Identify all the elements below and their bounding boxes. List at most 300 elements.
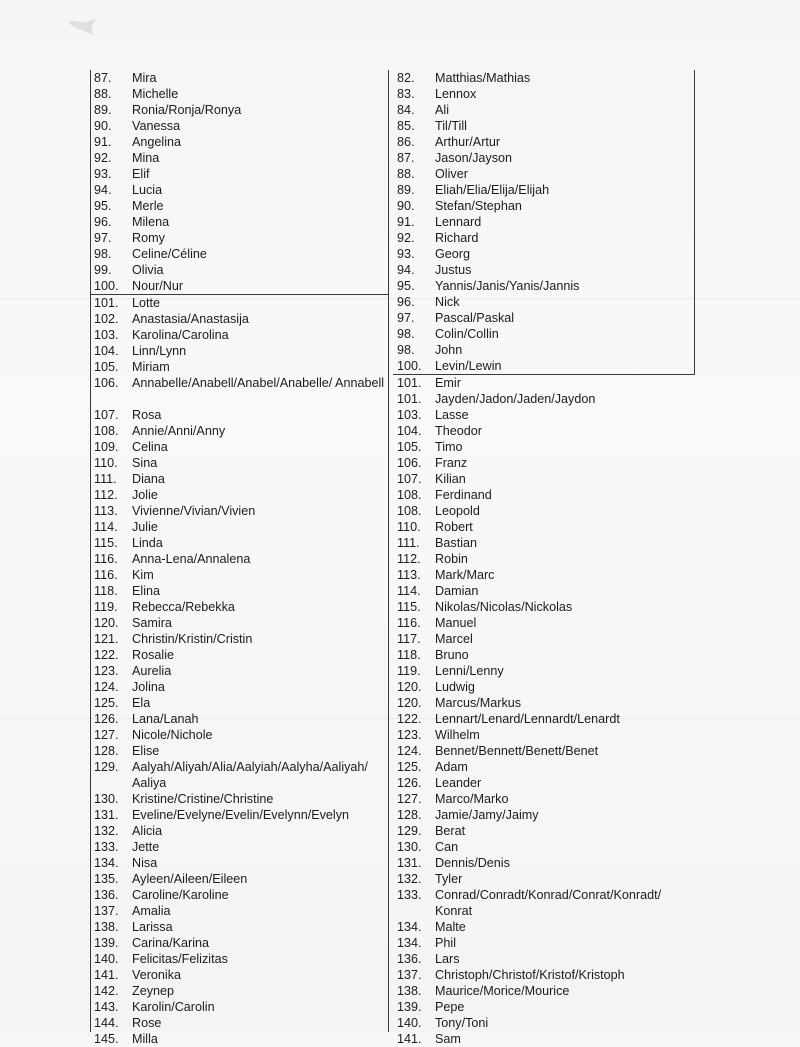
name-text: Manuel bbox=[435, 616, 477, 630]
rank-number: 120. bbox=[397, 696, 422, 710]
list-item bbox=[393, 150, 695, 166]
rank-number: 116. bbox=[94, 568, 118, 582]
name-text: Nick bbox=[435, 295, 460, 309]
list-item bbox=[90, 1015, 388, 1031]
name-text: Sina bbox=[132, 456, 158, 470]
name-text: Lennart/Lenard/Lennardt/Lenardt bbox=[435, 712, 620, 726]
name-text: Linn/Lynn bbox=[132, 344, 187, 358]
name-text: Angelina bbox=[132, 135, 182, 149]
name-text: Mira bbox=[132, 71, 157, 85]
rank-number: 131. bbox=[397, 856, 422, 870]
list-item bbox=[90, 343, 388, 359]
name-text: Yannis/Janis/Yanis/Jannis bbox=[435, 279, 580, 293]
name-text: Olivia bbox=[132, 263, 164, 277]
name-text: Linda bbox=[132, 536, 163, 550]
rank-number: 140. bbox=[397, 1016, 422, 1030]
name-text: Robin bbox=[435, 552, 468, 566]
rank-number: 83. bbox=[397, 87, 415, 101]
rank-number: 102. bbox=[94, 312, 119, 326]
rank-number: 133. bbox=[397, 888, 422, 902]
rank-number: 121. bbox=[94, 632, 119, 646]
name-text: Rose bbox=[132, 1016, 162, 1030]
list-item bbox=[393, 182, 695, 198]
name-text: Ronia/Ronja/Ronya bbox=[132, 103, 242, 117]
name-text: Ferdinand bbox=[435, 488, 492, 502]
name-text: Anastasia/Anastasija bbox=[132, 312, 249, 326]
list-item bbox=[393, 855, 695, 871]
list-item bbox=[393, 246, 695, 262]
name-text: Elina bbox=[132, 584, 161, 598]
rank-number: 88. bbox=[397, 167, 415, 181]
name-text: Annie/Anni/Anny bbox=[132, 424, 226, 438]
name-text: Lenni/Lenny bbox=[435, 664, 504, 678]
name-text: Marcus/Markus bbox=[435, 696, 522, 710]
list-item bbox=[90, 439, 388, 455]
list-item bbox=[90, 455, 388, 471]
list-item bbox=[393, 679, 695, 695]
name-text: Ali bbox=[435, 103, 449, 117]
list-item bbox=[393, 519, 695, 535]
name-text: Rebecca/Rebekka bbox=[132, 600, 235, 614]
rank-number: 140. bbox=[94, 952, 119, 966]
list-item bbox=[393, 407, 695, 423]
name-text: Lasse bbox=[435, 408, 469, 422]
list-item bbox=[393, 631, 695, 647]
name-text: Can bbox=[435, 840, 459, 854]
rank-number: 90. bbox=[397, 199, 415, 213]
list-item bbox=[90, 743, 388, 759]
name-text: Anna-Lena/Annalena bbox=[132, 552, 251, 566]
list-item bbox=[393, 423, 695, 439]
name-text: Lennard bbox=[435, 215, 482, 229]
name-text: Bastian bbox=[435, 536, 478, 550]
rank-number: 142. bbox=[94, 984, 119, 998]
list-item bbox=[90, 150, 388, 166]
name-text: Lucia bbox=[132, 183, 163, 197]
name-text: Malte bbox=[435, 920, 466, 934]
name-text: Celina bbox=[132, 440, 168, 454]
name-text: Rosalie bbox=[132, 648, 174, 662]
rank-number: 107. bbox=[397, 472, 422, 486]
rank-number: 137. bbox=[94, 904, 119, 918]
name-text: Nisa bbox=[132, 856, 158, 870]
rank-number: 122. bbox=[94, 648, 119, 662]
name-text: Eliah/Elia/Elija/Elijah bbox=[435, 183, 550, 197]
rank-number: 101. bbox=[94, 296, 119, 310]
list-item bbox=[393, 887, 695, 919]
list-item bbox=[393, 775, 695, 791]
rank-number: 82. bbox=[397, 71, 415, 85]
rank-number: 92. bbox=[397, 231, 415, 245]
name-text: Romy bbox=[132, 231, 165, 245]
rank-number: 112. bbox=[397, 552, 421, 566]
list-item bbox=[393, 535, 695, 551]
rank-number: 128. bbox=[94, 744, 119, 758]
list-item bbox=[90, 679, 388, 695]
list-item bbox=[393, 294, 695, 310]
rank-number: 103. bbox=[94, 328, 119, 342]
name-text: Colin/Collin bbox=[435, 327, 499, 341]
list-item bbox=[393, 695, 695, 711]
rank-number: 106. bbox=[397, 456, 422, 470]
rank-number: 122. bbox=[397, 712, 422, 726]
name-text: Milla bbox=[132, 1032, 158, 1046]
rank-number: 144. bbox=[94, 1016, 119, 1030]
center-rule bbox=[388, 70, 389, 1032]
list-item bbox=[90, 903, 388, 919]
name-text: Pepe bbox=[435, 1000, 465, 1014]
rank-number: 143. bbox=[94, 1000, 119, 1014]
list-item bbox=[393, 615, 695, 631]
rank-number: 101. bbox=[397, 376, 422, 390]
rank-number: 136. bbox=[397, 952, 422, 966]
list-item bbox=[90, 503, 388, 519]
name-text: Felicitas/Felizitas bbox=[132, 952, 228, 966]
rank-number: 137. bbox=[397, 968, 422, 982]
name-text: Caroline/Karoline bbox=[132, 888, 229, 902]
rank-number: 128. bbox=[397, 808, 422, 822]
name-text: Lana/Lanah bbox=[132, 712, 199, 726]
name-text: Theodor bbox=[435, 424, 482, 438]
name-text: Rosa bbox=[132, 408, 162, 422]
list-item bbox=[393, 487, 695, 503]
name-text: Bennet/Bennett/Benett/Benet bbox=[435, 744, 599, 758]
name-text: Annabelle/Anabell/Anabel/Anabelle/ Annabell bbox=[132, 376, 385, 390]
name-text: Adam bbox=[435, 760, 468, 774]
list-item bbox=[393, 711, 695, 727]
rank-number: 111. bbox=[94, 472, 117, 486]
list-item bbox=[393, 551, 695, 567]
list-item bbox=[393, 262, 695, 278]
rank-number: 115. bbox=[94, 536, 118, 550]
list-item bbox=[393, 935, 695, 951]
name-text: Til/Till bbox=[435, 119, 467, 133]
name-text: Nour/Nur bbox=[132, 279, 184, 293]
rank-number: 114. bbox=[94, 520, 118, 534]
list-item bbox=[90, 262, 388, 278]
list-item bbox=[393, 326, 695, 342]
list-item bbox=[90, 663, 388, 679]
list-item bbox=[90, 839, 388, 855]
list-item bbox=[393, 967, 695, 983]
list-item bbox=[90, 935, 388, 951]
rank-number: 86. bbox=[397, 135, 415, 149]
list-item bbox=[393, 663, 695, 679]
list-item bbox=[90, 967, 388, 983]
rank-number: 138. bbox=[94, 920, 119, 934]
list-item bbox=[90, 855, 388, 871]
rank-number: 113. bbox=[397, 568, 421, 582]
name-text: Franz bbox=[435, 456, 468, 470]
name-text: Phil bbox=[435, 936, 456, 950]
name-text: Leander bbox=[435, 776, 482, 790]
list-item bbox=[90, 182, 388, 198]
name-text: Lennox bbox=[435, 87, 477, 101]
rank-number: 87. bbox=[94, 71, 112, 85]
rank-number: 120. bbox=[94, 616, 119, 630]
list-item bbox=[393, 823, 695, 839]
name-text: Michelle bbox=[132, 87, 179, 101]
name-text: Maurice/Morice/Mourice bbox=[435, 984, 570, 998]
rank-number: 99. bbox=[94, 263, 112, 277]
name-text: Oliver bbox=[435, 167, 468, 181]
list-item bbox=[393, 118, 695, 134]
rank-number: 132. bbox=[397, 872, 422, 886]
list-item bbox=[393, 70, 695, 86]
rank-number: 119. bbox=[94, 600, 118, 614]
list-item bbox=[393, 358, 695, 375]
rank-number: 101. bbox=[397, 392, 422, 406]
list-item bbox=[393, 198, 695, 214]
name-text: Tyler bbox=[435, 872, 463, 886]
list-item bbox=[393, 439, 695, 455]
name-text: Justus bbox=[435, 263, 472, 277]
name-text: Jette bbox=[132, 840, 160, 854]
list-item bbox=[90, 999, 388, 1015]
rank-number: 134. bbox=[94, 856, 119, 870]
name-text: Ludwig bbox=[435, 680, 475, 694]
name-text: Christin/Kristin/Cristin bbox=[132, 632, 253, 646]
list-item bbox=[90, 198, 388, 214]
list-item bbox=[393, 759, 695, 775]
rank-number: 110. bbox=[397, 520, 421, 534]
list-item bbox=[393, 599, 695, 615]
name-text: John bbox=[435, 343, 463, 357]
list-item bbox=[90, 1031, 388, 1047]
list-item bbox=[90, 70, 388, 86]
name-text: Elif bbox=[132, 167, 150, 181]
list-item bbox=[90, 647, 388, 663]
name-text: Veronika bbox=[132, 968, 182, 982]
name-text: Pascal/Paskal bbox=[435, 311, 515, 325]
name-text: Lars bbox=[435, 952, 460, 966]
list-item bbox=[90, 311, 388, 327]
rank-number: 91. bbox=[94, 135, 112, 149]
list-item bbox=[90, 471, 388, 487]
rank-number: 88. bbox=[94, 87, 112, 101]
list-item bbox=[90, 759, 388, 791]
list-item bbox=[90, 519, 388, 535]
rank-number: 106. bbox=[94, 376, 119, 390]
name-text: Tony/Toni bbox=[435, 1016, 489, 1030]
list-item bbox=[90, 359, 388, 375]
rank-number: 93. bbox=[397, 247, 415, 261]
rank-number: 133. bbox=[94, 840, 119, 854]
list-item bbox=[393, 134, 695, 150]
list-item bbox=[393, 743, 695, 759]
list-item bbox=[90, 791, 388, 807]
list-item bbox=[90, 118, 388, 134]
rank-number: 129. bbox=[94, 760, 119, 774]
list-item bbox=[90, 230, 388, 246]
rank-number: 105. bbox=[397, 440, 422, 454]
list-item bbox=[90, 711, 388, 727]
rank-number: 89. bbox=[397, 183, 415, 197]
list-item bbox=[90, 407, 388, 423]
list-item bbox=[393, 278, 695, 294]
rank-number: 87. bbox=[397, 151, 415, 165]
list-item bbox=[393, 471, 695, 487]
list-item bbox=[90, 214, 388, 230]
name-text: Mark/Marc bbox=[435, 568, 495, 582]
list-item bbox=[90, 727, 388, 743]
list-item bbox=[90, 583, 388, 599]
list-item bbox=[90, 535, 388, 551]
name-text: Aurelia bbox=[132, 664, 172, 678]
name-text: Robert bbox=[435, 520, 473, 534]
name-text: Amalia bbox=[132, 904, 171, 918]
rank-number: 136. bbox=[94, 888, 119, 902]
rank-number: 123. bbox=[94, 664, 119, 678]
list-item bbox=[90, 375, 388, 407]
rank-number: 119. bbox=[397, 664, 421, 678]
name-text: Christoph/Christof/Kristof/Kristoph bbox=[435, 968, 625, 982]
rank-number: 124. bbox=[94, 680, 119, 694]
list-item bbox=[90, 166, 388, 182]
name-text: Stefan/Stephan bbox=[435, 199, 522, 213]
list-item bbox=[393, 791, 695, 807]
list-item bbox=[393, 1031, 695, 1047]
name-text: Celine/Céline bbox=[132, 247, 207, 261]
name-text: Georg bbox=[435, 247, 471, 261]
rank-number: 129. bbox=[397, 824, 422, 838]
list-item bbox=[90, 567, 388, 583]
rank-number: 108. bbox=[397, 504, 422, 518]
list-item bbox=[393, 102, 695, 118]
rank-number: 95. bbox=[397, 279, 415, 293]
rank-number: 111. bbox=[397, 536, 420, 550]
list-item bbox=[90, 695, 388, 711]
name-text: Julie bbox=[132, 520, 158, 534]
name-text: Timo bbox=[435, 440, 463, 454]
smudge-mark bbox=[66, 12, 100, 40]
name-text: Jayden/Jadon/Jaden/Jaydon bbox=[435, 392, 596, 406]
rank-number: 127. bbox=[397, 792, 422, 806]
name-text: Milena bbox=[132, 215, 170, 229]
rank-number: 120. bbox=[397, 680, 422, 694]
name-text: Larissa bbox=[132, 920, 173, 934]
name-text: Lotte bbox=[132, 296, 161, 310]
rank-number: 96. bbox=[397, 295, 415, 309]
rank-number: 89. bbox=[94, 103, 112, 117]
name-text: Samira bbox=[132, 616, 172, 630]
name-text: Nikolas/Nicolas/Nickolas bbox=[435, 600, 573, 614]
rank-number: 113. bbox=[94, 504, 118, 518]
name-text: Leopold bbox=[435, 504, 480, 518]
name-text: Karolina/Carolina bbox=[132, 328, 229, 342]
name-text: Sam bbox=[435, 1032, 461, 1046]
rank-number: 103. bbox=[397, 408, 422, 422]
name-text: Elise bbox=[132, 744, 160, 758]
rank-number: 92. bbox=[94, 151, 112, 165]
list-item bbox=[393, 86, 695, 102]
rank-number: 104. bbox=[94, 344, 119, 358]
rank-number: 117. bbox=[397, 632, 421, 646]
list-item bbox=[90, 951, 388, 967]
rank-number: 130. bbox=[94, 792, 119, 806]
rank-number: 100. bbox=[94, 279, 119, 293]
rank-number: 132. bbox=[94, 824, 119, 838]
name-text: Emir bbox=[435, 376, 461, 390]
rank-number: 138. bbox=[397, 984, 422, 998]
rank-number: 104. bbox=[397, 424, 422, 438]
rank-number: 96. bbox=[94, 215, 112, 229]
rank-number: 93. bbox=[94, 167, 112, 181]
name-text: Karolin/Carolin bbox=[132, 1000, 215, 1014]
rank-number: 134. bbox=[397, 920, 422, 934]
rank-number: 108. bbox=[397, 488, 422, 502]
rank-number: 118. bbox=[94, 584, 118, 598]
list-item bbox=[393, 503, 695, 519]
rank-number: 126. bbox=[397, 776, 422, 790]
list-item bbox=[90, 423, 388, 439]
list-item bbox=[90, 246, 388, 262]
name-text: Levin/Lewin bbox=[435, 359, 502, 373]
rank-number: 100. bbox=[397, 359, 422, 373]
rank-number: 107. bbox=[94, 408, 119, 422]
rank-number: 118. bbox=[397, 648, 421, 662]
list-item bbox=[90, 278, 388, 295]
name-text: Aalyah/Aliyah/Alia/Aalyiah/Aalyha/Aaliyah/ Aaliya bbox=[132, 760, 368, 790]
list-item bbox=[90, 86, 388, 102]
name-text: Kim bbox=[132, 568, 154, 582]
rank-number: 105. bbox=[94, 360, 119, 374]
rank-number: 91. bbox=[397, 215, 415, 229]
rank-number: 141. bbox=[397, 1032, 422, 1046]
rank-number: 98. bbox=[397, 343, 415, 357]
rank-number: 145. bbox=[94, 1032, 119, 1046]
name-text: Vivienne/Vivian/Vivien bbox=[132, 504, 256, 518]
rank-number: 135. bbox=[94, 872, 119, 886]
rank-number: 90. bbox=[94, 119, 112, 133]
rank-number: 139. bbox=[94, 936, 119, 950]
list-item bbox=[90, 599, 388, 615]
list-item bbox=[393, 391, 695, 407]
girls-name-list bbox=[90, 70, 388, 1047]
name-text: Bruno bbox=[435, 648, 469, 662]
name-text: Jason/Jayson bbox=[435, 151, 513, 165]
rank-number: 98. bbox=[397, 327, 415, 341]
list-item bbox=[90, 487, 388, 503]
rank-number: 108. bbox=[94, 424, 119, 438]
rank-number: 123. bbox=[397, 728, 422, 742]
rank-number: 127. bbox=[94, 728, 119, 742]
name-text: Jamie/Jamy/Jaimy bbox=[435, 808, 539, 822]
rank-number: 141. bbox=[94, 968, 119, 982]
list-item bbox=[393, 310, 695, 326]
rank-number: 109. bbox=[94, 440, 119, 454]
name-text: Diana bbox=[132, 472, 165, 486]
name-text: Carina/Karina bbox=[132, 936, 210, 950]
list-item bbox=[90, 823, 388, 839]
list-item bbox=[90, 887, 388, 903]
rank-number: 97. bbox=[397, 311, 415, 325]
name-text: Kristine/Cristine/Christine bbox=[132, 792, 274, 806]
list-item bbox=[393, 647, 695, 663]
name-text: Alicia bbox=[132, 824, 163, 838]
name-text: Richard bbox=[435, 231, 479, 245]
name-text: Zeynep bbox=[132, 984, 175, 998]
rank-number: 98. bbox=[94, 247, 112, 261]
name-text: Jolie bbox=[132, 488, 158, 502]
rank-number: 130. bbox=[397, 840, 422, 854]
list-item bbox=[393, 999, 695, 1015]
rank-number: 116. bbox=[94, 552, 118, 566]
rank-number: 134. bbox=[397, 936, 422, 950]
name-text: Eveline/Evelyne/Evelin/Evelynn/Evelyn bbox=[132, 808, 350, 822]
name-text: Matthias/Mathias bbox=[435, 71, 531, 85]
name-text: Ayleen/Aileen/Eileen bbox=[132, 872, 248, 886]
